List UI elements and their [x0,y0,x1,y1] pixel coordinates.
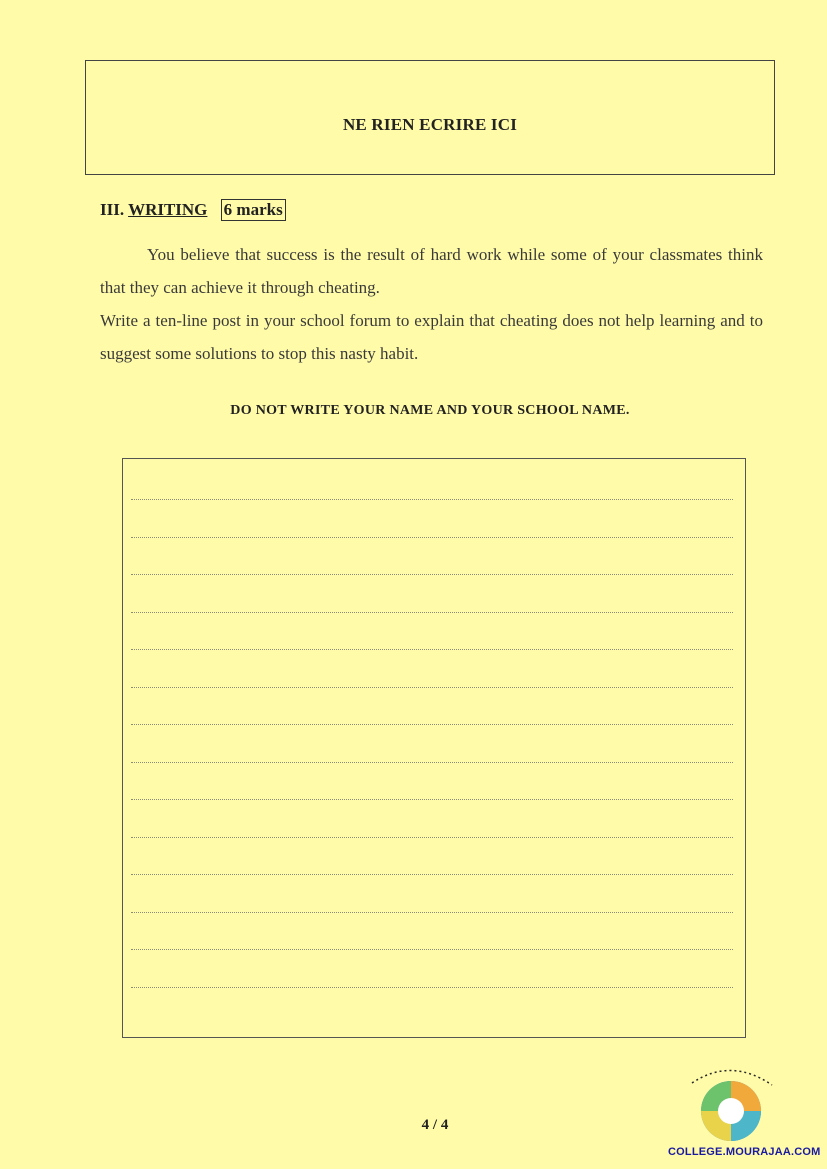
prompt-paragraph-1: You believe that success is the result of hard work while some of your classmates think that they can achieve it through cheating. [100,245,763,297]
marks-badge: 6 marks [221,199,286,221]
answer-line[interactable] [131,687,733,688]
answer-line[interactable] [131,762,733,763]
prompt-paragraph-2: Write a ten-line post in your school forum to explain that cheating does not help learning and to suggest some solutions to stop this nasty habit. [100,311,763,363]
answer-line[interactable] [131,574,733,575]
anonymity-notice: DO NOT WRITE YOUR NAME AND YOUR SCHOOL NAME. [230,403,630,418]
section-heading [100,199,286,221]
mourajaa-logo [684,1063,784,1143]
answer-line[interactable] [131,649,733,650]
answer-line[interactable] [131,912,733,913]
writing-prompt [100,238,763,370]
answer-line[interactable] [131,724,733,725]
answer-line[interactable] [131,837,733,838]
answer-line[interactable] [131,874,733,875]
answer-line[interactable] [131,499,733,500]
answer-box[interactable] [122,458,746,1038]
answer-line[interactable] [131,987,733,988]
section-title: WRITING [128,200,208,219]
do-not-write-box [85,60,775,175]
answer-line[interactable] [131,612,733,613]
answer-line[interactable] [131,537,733,538]
do-not-write-label: NE RIEN ECRIRE ICI [342,115,518,134]
watermark-url: COLLEGE.MOURAJAA.COM [668,1146,821,1158]
section-number: III. [100,200,125,219]
answer-line[interactable] [131,799,733,800]
page-number: 4 / 4 [421,1117,449,1133]
answer-line[interactable] [131,949,733,950]
